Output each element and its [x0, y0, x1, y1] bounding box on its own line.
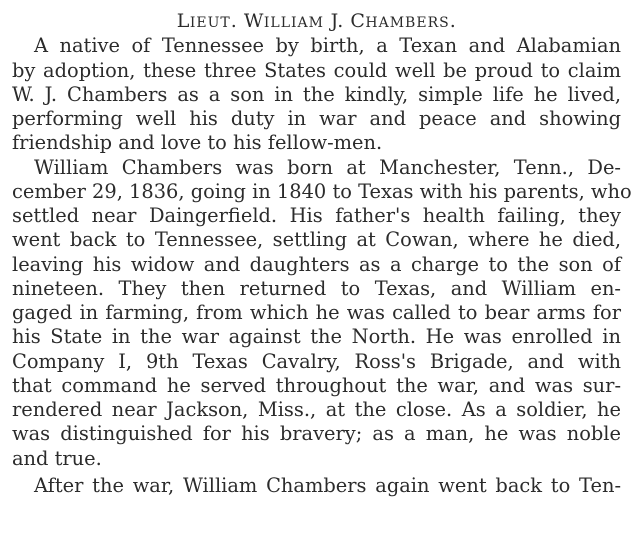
paragraph-1-line-5: friendship and love to his fellow-men.	[12, 131, 383, 154]
paragraph-2-line-2: cember 29, 1836, going in 1840 to Texas with his parents, who	[12, 180, 632, 203]
paragraph-2-line-1: William Chambers was born at Manchester, Tenn., De-	[34, 156, 621, 179]
paragraph-2-line-6: nineteen. They then returned to Texas, and William en-	[12, 277, 621, 300]
paragraph-1-line-3: W. J. Chambers as a son in the kindly, simple life he lived,	[12, 83, 621, 106]
paragraph-2-line-9: Company I, 9th Texas Cavalry, Ross's Brigade, and with	[12, 350, 621, 373]
paragraph-2-line-12: was distinguished for his bravery; as a man, he was noble	[12, 422, 621, 445]
paragraph-1-line-1: A native of Tennessee by birth, a Texan and Alabamian	[34, 34, 621, 57]
paragraph-1-line-2: by adoption, these three States could well be proud to claim	[12, 59, 621, 82]
article-title: LIEUT. WILLIAM J. CHAMBERS.	[176, 10, 457, 32]
paragraph-2-line-4: went back to Tennessee, settling at Cowan, where he died,	[12, 228, 621, 251]
paragraph-2-line-7: gaged in farming, from which he was called to bear arms for	[12, 301, 621, 324]
paragraph-2-line-5: leaving his widow and daughters as a charge to the son of	[12, 253, 621, 276]
paragraph-2-line-11: rendered near Jackson, Miss., at the close. As a soldier, he	[12, 398, 621, 421]
paragraph-3-line-1: After the war, William Chambers again went back to Ten-	[34, 474, 621, 497]
paragraph-2-line-3: settled near Daingerfield. His father's health failing, they	[12, 204, 621, 227]
paragraph-2-line-10: that command he served throughout the war, and was sur-	[12, 374, 621, 397]
paragraph-1-line-4: performing well his duty in war and peace and showing	[12, 107, 621, 130]
paragraph-2-line-8: his State in the war against the North. He was enrolled in	[12, 325, 621, 348]
paragraph-2-line-13: and true.	[12, 447, 102, 470]
